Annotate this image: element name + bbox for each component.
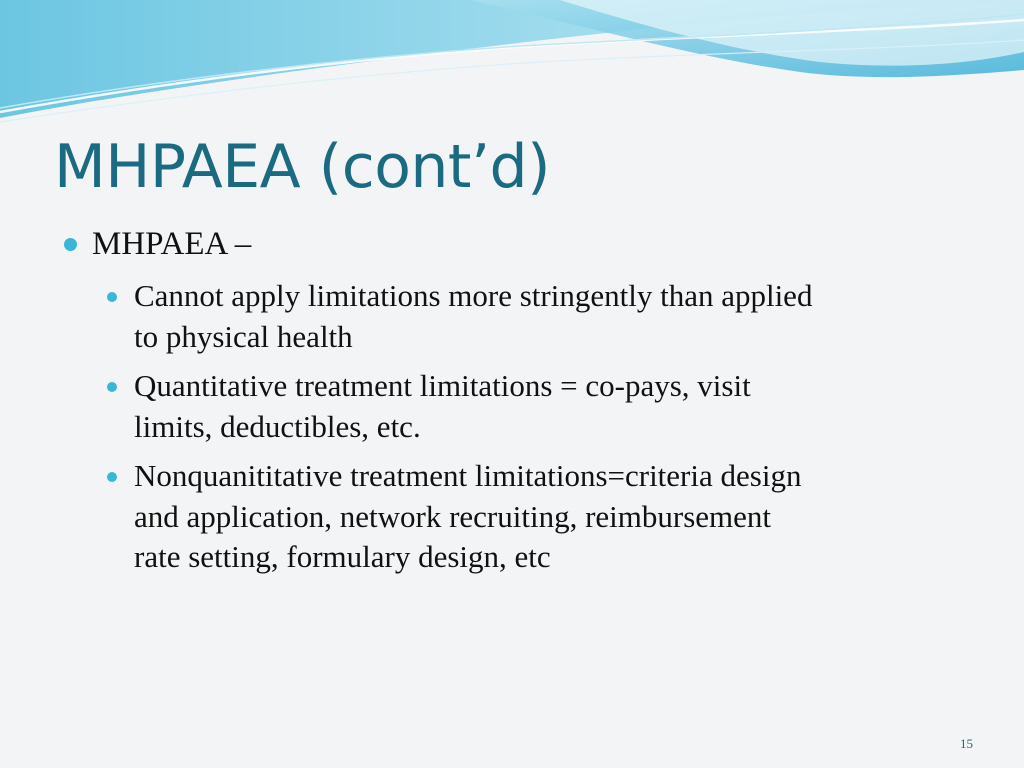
sub-bullet-line: Cannot apply limitations more stringently than applied bbox=[134, 278, 813, 313]
slide-title: MHPAEA (cont’d) bbox=[54, 132, 551, 202]
sub-bullet-list bbox=[134, 276, 964, 587]
sub-bullet-item bbox=[134, 366, 964, 447]
sub-bullet-item bbox=[134, 456, 964, 578]
sub-bullet-line: Nonquanititative treatment limitations=criteria design bbox=[134, 458, 802, 493]
bullet-dot-icon bbox=[107, 472, 117, 482]
sub-bullet-item bbox=[134, 276, 964, 357]
bullet-level1-text: MHPAEA – bbox=[92, 226, 252, 262]
page-number: 15 bbox=[960, 736, 973, 751]
sub-bullet-line: Quantitative treatment limitations = co-pays, visit bbox=[134, 368, 751, 403]
bullet-dot-icon bbox=[107, 382, 117, 392]
header-wave-decoration bbox=[0, 0, 1024, 130]
sub-bullet-line: and application, network recruiting, reimbursement bbox=[134, 498, 772, 534]
sub-bullet-line: to physical health bbox=[134, 318, 353, 354]
sub-bullet-line: limits, deductibles, etc. bbox=[134, 408, 421, 444]
bullet-dot-icon bbox=[107, 292, 117, 302]
bullet-dot-icon bbox=[64, 238, 77, 251]
sub-bullet-line: rate setting, formulary design, etc bbox=[134, 539, 551, 574]
